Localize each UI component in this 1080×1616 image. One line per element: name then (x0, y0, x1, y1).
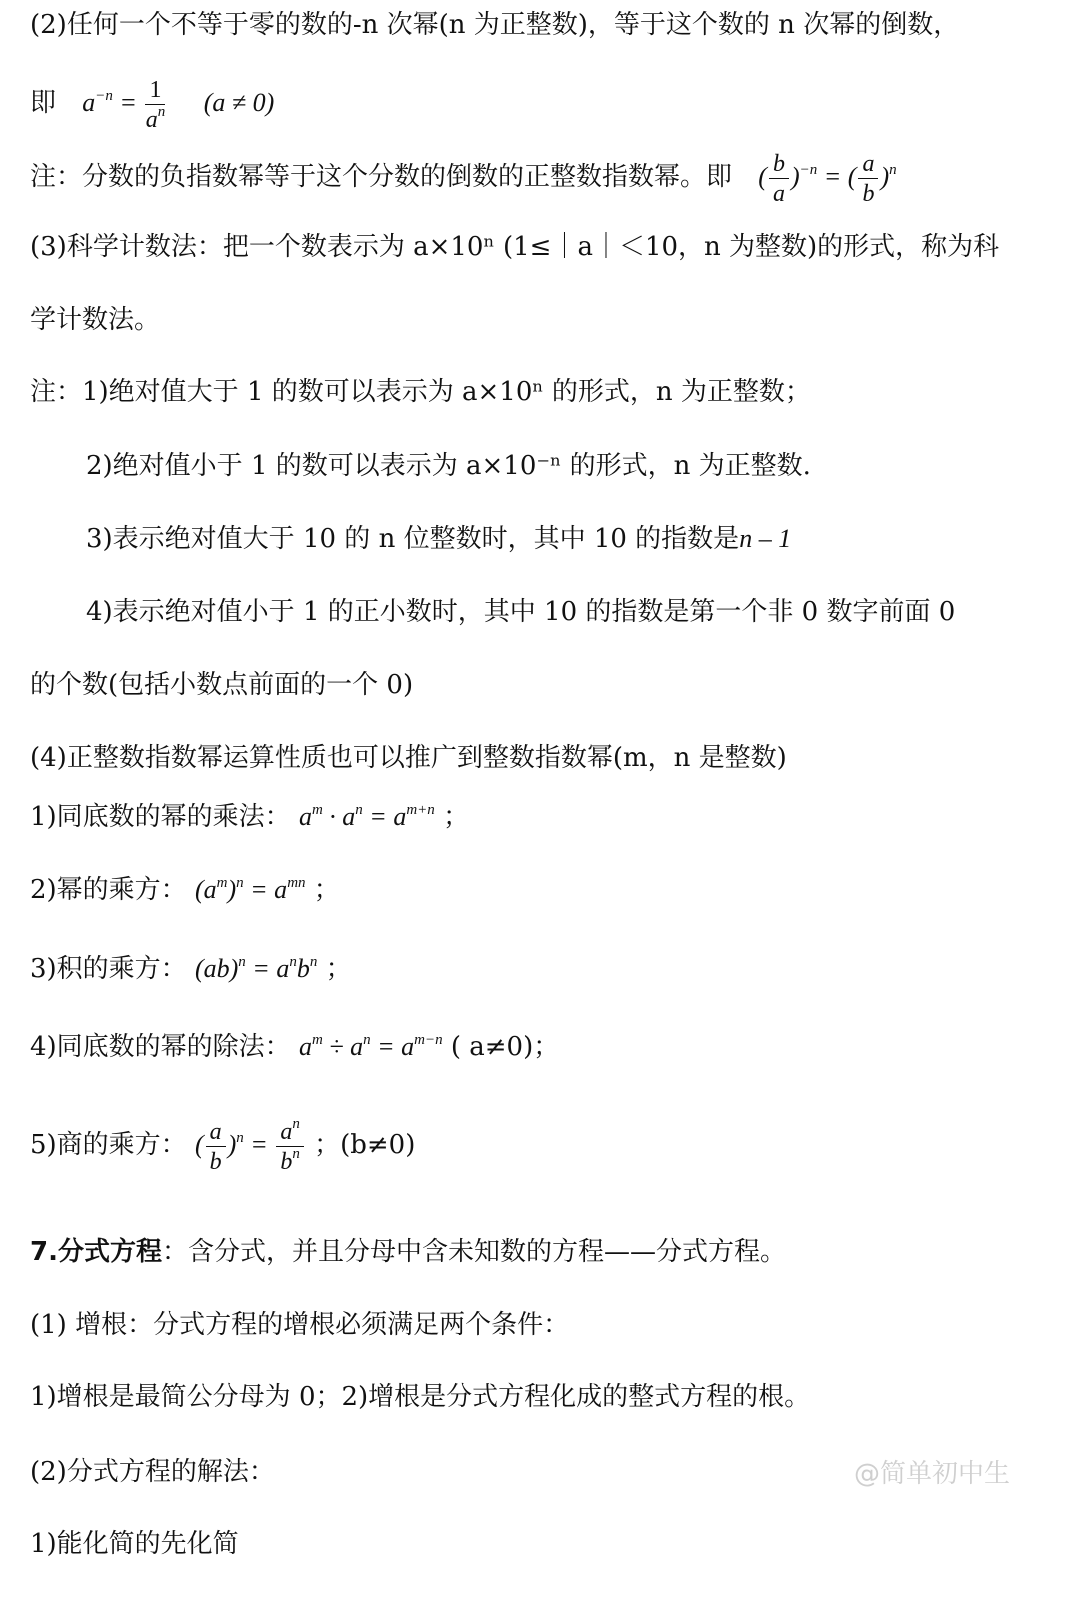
section-7-definition: ：含分式，并且分母中含未知数的方程——分式方程。 (161, 1237, 786, 1267)
rule-1: 1)同底数的幂的乘法： $a^m \cdot a^n = a^{m+n}$ ； (30, 802, 470, 832)
watermark: @简单初中生 (853, 1459, 1010, 1489)
note-4a: 4)表示绝对值小于 1 的正小数时，其中 10 的指数是第一个非 0 数字前面 0 (86, 597, 956, 627)
para-integer-exponent-rules: (4)正整数指数幂运算性质也可以推广到整数指数幂(m，n 是整数) (30, 743, 787, 773)
rule-2: 2)幂的乘方： $(a^m)^n = a^{mn}$ ； (30, 875, 340, 905)
note-3-text: 3)表示绝对值大于 10 的 n 位整数时，其中 10 的指数是 (86, 524, 740, 554)
condition-a-nonzero: (a ≠ 0) (203, 87, 275, 117)
note-fraction-negative-power (30, 152, 1040, 206)
rule-5-formula: ( $\frac{a}{b}$ )$^n$ = $\frac{a^n}{b^n}$ (195, 1130, 306, 1159)
rule-2-formula: $(a^m)^n = a^{mn}$ (194, 875, 306, 904)
rule-3: 3)积的乘方： $(ab)^n = a^nb^n$ ； (30, 954, 352, 984)
rule-5 (30, 1116, 1040, 1175)
note-4b: 的个数(包括小数点前面的一个 0) (30, 670, 414, 700)
formula-negative-exponent (30, 78, 1040, 132)
para-scientific-notation-2: 学计数法。 (30, 305, 161, 335)
rule-4-label: 4)同底数的幂的除法： (30, 1032, 291, 1062)
para-scientific-notation-1: (3)科学计数法：把一个数表示为 a×10ⁿ (1≤｜a｜＜10，n 为整数)的形式，称为科 (30, 232, 1000, 262)
rule-1-label: 1)同底数的幂的乘法： (30, 802, 291, 832)
rule-4 (30, 1030, 1040, 1064)
formula-a-neg-n: $a^{-n}$ = $\frac{1}{a^n}$ (82, 77, 166, 133)
para-negative-exponent: (2)任何一个不等于零的数的-n 次幂(n 为正整数)，等于这个数的 n 次幂的倒数， (30, 10, 960, 40)
extraneous-root-conditions: 1)增根是最简公分母为 0；2)增根是分式方程化成的整式方程的根。 (30, 1382, 811, 1412)
section-7-heading: 7.分式方程 (30, 1237, 162, 1267)
rule-5-condition: ；(b≠0) (314, 1129, 416, 1160)
rule-3-label: 3)积的乘方： (30, 954, 187, 984)
note-fraction-text: 注：分数的负指数幂等于这个分数的倒数的正整数指数幂。即 (30, 161, 733, 192)
rule-5-label: 5)商的乘方： (30, 1129, 187, 1160)
rule-3-formula: $(ab)^n = a^nb^n$ (194, 954, 318, 983)
rule-4-formula: $a^m \div a^n = a^{m-n}$ (298, 1032, 443, 1061)
solution-step-1: 1)能化简的先化简 (30, 1529, 239, 1559)
note-2: 2)绝对值小于 1 的数可以表示为 a×10⁻ⁿ 的形式，n 为正整数. (86, 451, 811, 481)
rule-1-formula: $a^m \cdot a^n = a^{m+n}$ (298, 802, 435, 831)
note-1: 注：1)绝对值大于 1 的数可以表示为 a×10ⁿ 的形式，n 为正整数； (30, 377, 811, 407)
note-3-expr: n – 1 (739, 524, 792, 553)
rule-2-label: 2)幂的乘方： (30, 875, 187, 905)
formula-fraction-power: ( $\frac{b}{a}$ )$^{-n}$ = ( $\frac{a}{b}$ )$^n$ (758, 151, 897, 207)
rule-4-condition: ( a≠0)； (450, 1032, 560, 1062)
note-3 (86, 522, 1040, 556)
ji-label: 即 (30, 87, 57, 118)
section-7 (30, 1235, 1040, 1269)
extraneous-root-line: (1) 增根：分式方程的增根必须满足两个条件： (30, 1310, 570, 1340)
solution-method-title: (2)分式方程的解法： (30, 1457, 275, 1487)
